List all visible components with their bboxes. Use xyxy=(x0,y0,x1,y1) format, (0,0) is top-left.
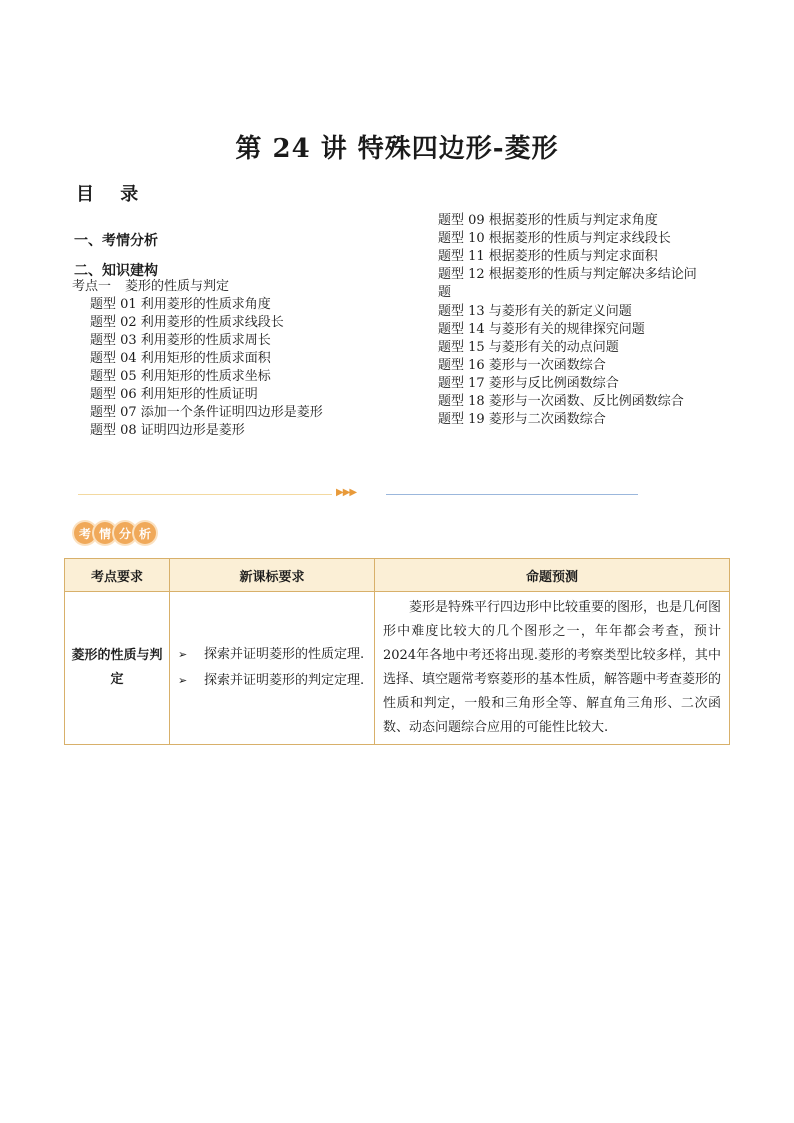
header-xinkebiao: 新课标要求 xyxy=(170,559,375,592)
prediction-cell: 菱形是特殊平行四边形中比较重要的图形，也是几何图形中难度比较大的几个图形之一，年年都会考查，预计2024年各地中考还将出现.菱形的考察类型比较多样，其中选择、填空题常考察菱形的基本性质，解答题中考查菱形的性质和判定，一般和三角形全等、解直角三角形、二次函数、动态问题综合应用的可能性比较大. xyxy=(375,592,730,745)
section-kaoqing[interactable]: 一、考情分析 xyxy=(74,233,158,249)
requirement-item xyxy=(178,669,366,693)
toc-item[interactable]: 题型 13 与菱形有关的新定义问题 xyxy=(438,304,632,319)
badge-char: 分 xyxy=(114,522,136,544)
kaoqing-badge xyxy=(74,522,154,544)
toc-item[interactable]: 题型 10 根据菱形的性质与判定求线段长 xyxy=(438,231,671,246)
arrow-bullet-icon: ➢ xyxy=(178,674,188,687)
section-zhishi[interactable]: 二、知识建构 xyxy=(74,263,158,279)
badge-char: 考 xyxy=(74,522,96,544)
toc-item[interactable]: 题型 02 利用菱形的性质求线段长 xyxy=(90,315,284,330)
toc-item[interactable]: 题型 09 根据菱形的性质与判定求角度 xyxy=(438,213,658,228)
requirement-text: 探索并证明菱形的性质定理. xyxy=(204,647,365,662)
toc-item[interactable]: 题型 14 与菱形有关的规律探究问题 xyxy=(438,322,645,337)
badge-char: 情 xyxy=(94,522,116,544)
table-header-row xyxy=(65,559,730,592)
triple-arrow-icon: ▶▶▶ xyxy=(336,487,357,498)
badge-char: 析 xyxy=(134,522,156,544)
arrow-bullet-icon: ➢ xyxy=(178,648,188,661)
header-kaodian: 考点要求 xyxy=(65,559,170,592)
page-title: 第 24 讲 特殊四边形-菱形 xyxy=(235,134,559,164)
kaodian-name: 菱形的性质与判定 xyxy=(125,279,230,294)
toc-item[interactable]: 题型 17 菱形与反比例函数综合 xyxy=(438,376,619,391)
kaodian-label: 考点一 xyxy=(72,279,112,294)
toc-item[interactable]: 题型 01 利用菱形的性质求角度 xyxy=(90,297,271,312)
toc-item[interactable]: 题型 05 利用矩形的性质求坐标 xyxy=(90,369,271,384)
table-row xyxy=(65,592,730,745)
header-yuce: 命题预测 xyxy=(375,559,730,592)
topic-cell: 菱形的性质与判定 xyxy=(65,592,170,745)
kaodian-line[interactable] xyxy=(72,278,229,296)
toc-item[interactable]: 题型 16 菱形与一次函数综合 xyxy=(438,358,606,373)
divider-right xyxy=(386,494,638,495)
requirement-text: 探索并证明菱形的判定定理. xyxy=(204,673,365,688)
requirement-item xyxy=(178,643,366,667)
analysis-table xyxy=(64,558,730,745)
toc-item[interactable]: 题型 04 利用矩形的性质求面积 xyxy=(90,351,271,366)
toc-item[interactable]: 题型 07 添加一个条件证明四边形是菱形 xyxy=(90,405,323,420)
toc-item[interactable]: 题型 18 菱形与一次函数、反比例函数综合 xyxy=(438,394,684,409)
toc-item-wrap[interactable]: 题 xyxy=(438,285,452,300)
toc-item[interactable]: 题型 12 根据菱形的性质与判定解决多结论问 xyxy=(438,267,697,282)
toc-item[interactable]: 题型 08 证明四边形是菱形 xyxy=(90,423,245,438)
toc-heading: 目 录 xyxy=(76,184,149,205)
toc-item[interactable]: 题型 15 与菱形有关的动点问题 xyxy=(438,340,619,355)
toc-item[interactable]: 题型 06 利用矩形的性质证明 xyxy=(90,387,258,402)
toc-item[interactable]: 题型 19 菱形与二次函数综合 xyxy=(438,412,606,427)
requirements-cell xyxy=(170,592,375,745)
toc-item[interactable]: 题型 03 利用菱形的性质求周长 xyxy=(90,333,271,348)
divider-left xyxy=(78,494,332,495)
toc-item[interactable]: 题型 11 根据菱形的性质与判定求面积 xyxy=(438,249,658,264)
